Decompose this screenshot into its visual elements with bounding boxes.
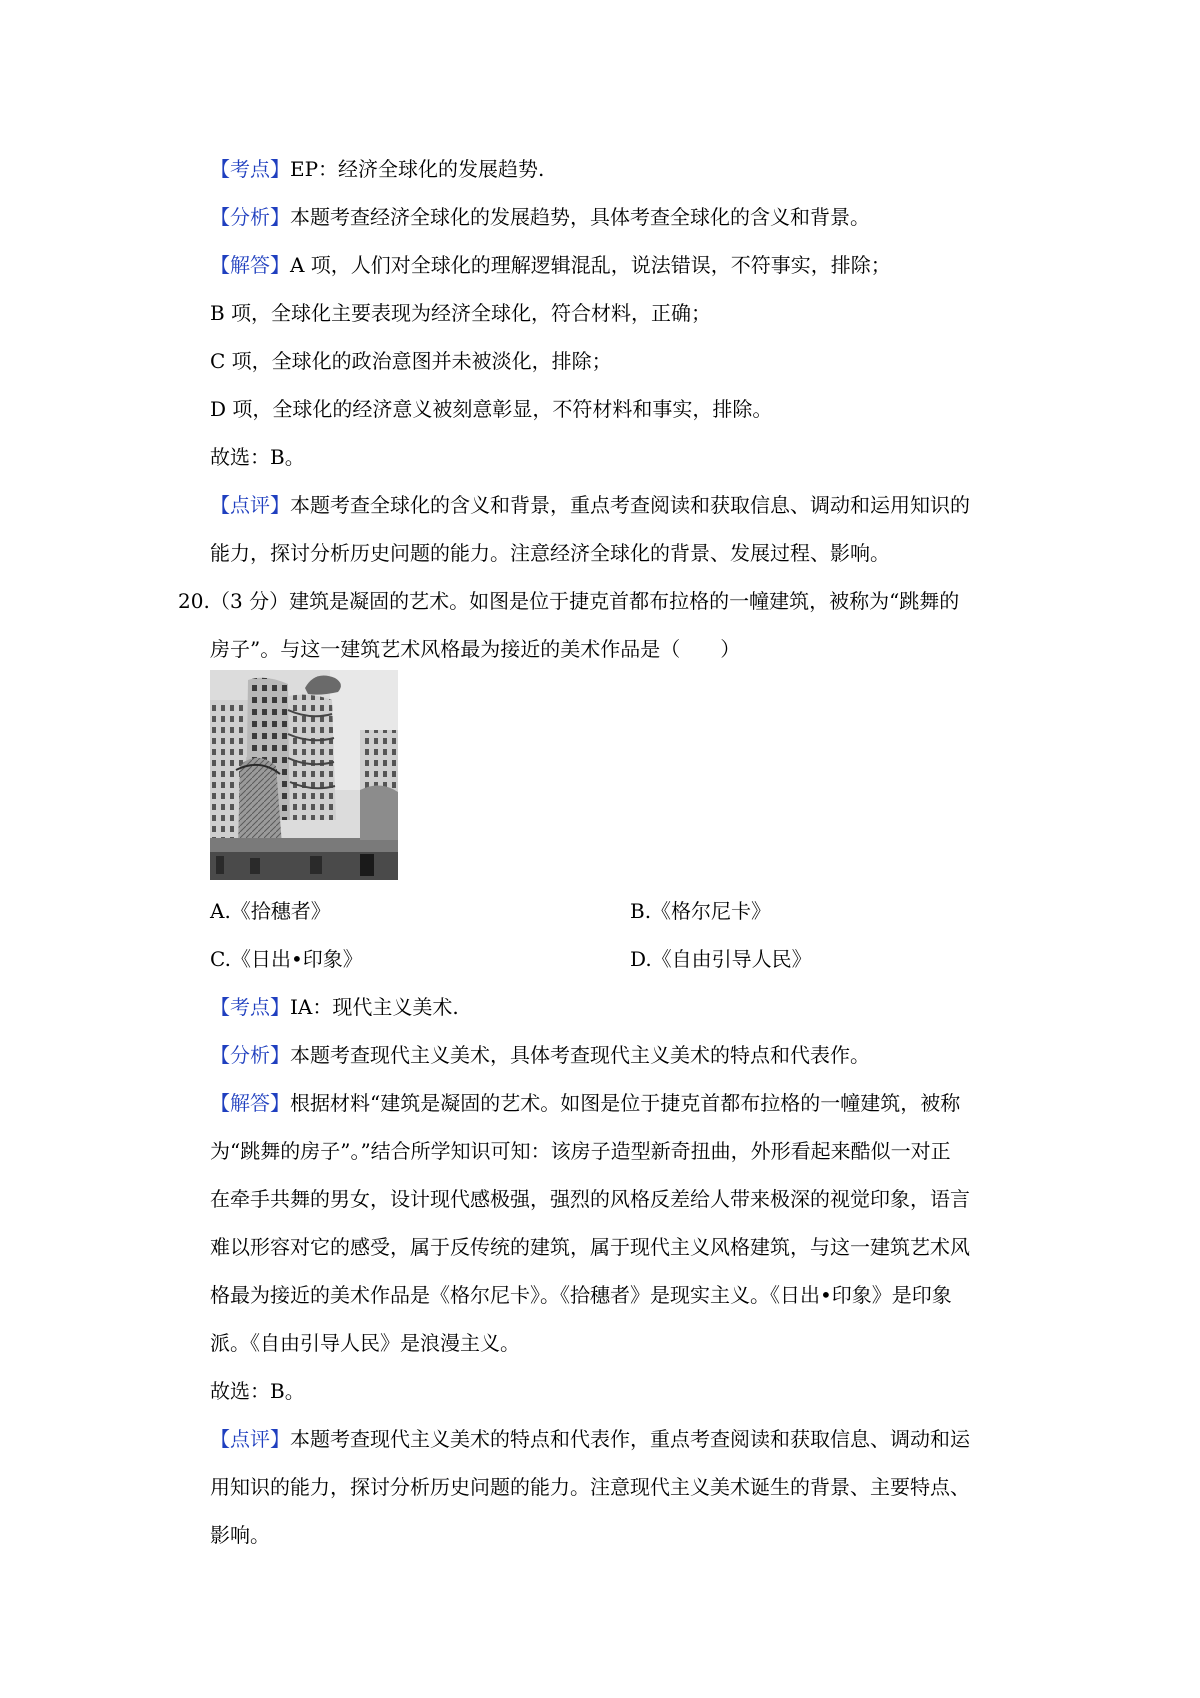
kaodian-text: IA：现代主义美术.	[290, 995, 459, 1019]
answer-line: 故选：B。	[210, 1379, 305, 1403]
q20-fenxi	[210, 1039, 870, 1071]
dancing-house-photo	[210, 670, 398, 880]
q19-dianping	[210, 489, 970, 521]
dianping-tag: 【点评】	[210, 493, 290, 517]
q19-jieda	[210, 249, 891, 281]
jieda-line: 根据材料“建筑是凝固的艺术。如图是位于捷克首都布拉格的一幢建筑，被称	[290, 1091, 961, 1115]
option-c: C.《日出•印象》	[210, 947, 363, 971]
fenxi-text: 本题考查经济全球化的发展趋势，具体考查全球化的含义和背景。	[290, 205, 870, 229]
jieda-tag: 【解答】	[210, 253, 290, 277]
dianping-line: 能力，探讨分析历史问题的能力。注意经济全球化的背景、发展过程、影响。	[210, 541, 890, 565]
kaodian-tag: 【考点】	[210, 995, 290, 1019]
jieda-line: B 项，全球化主要表现为经济全球化，符合材料，正确；	[210, 301, 712, 325]
fenxi-text: 本题考查现代主义美术，具体考查现代主义美术的特点和代表作。	[290, 1043, 870, 1067]
jieda-line: 派。《自由引导人民》是浪漫主义。	[210, 1331, 520, 1355]
option-d: D.《自由引导人民》	[630, 947, 812, 971]
jieda-line: D 项，全球化的经济意义被刻意彰显，不符材料和事实，排除。	[210, 397, 773, 421]
question-stem-line: 房子”。与这一建筑艺术风格最为接近的美术作品是（ ）	[210, 637, 741, 661]
fenxi-tag: 【分析】	[210, 205, 290, 229]
jieda-line: 难以形容对它的感受，属于反传统的建筑，属于现代主义风格建筑，与这一建筑艺术风	[210, 1235, 970, 1259]
jieda-line: 为“跳舞的房子”。”结合所学知识可知：该房子造型新奇扭曲，外形看起来酷似一对正	[210, 1139, 951, 1163]
jieda-line: A 项，人们对全球化的理解逻辑混乱，说法错误，不符事实，排除；	[290, 253, 891, 277]
option-a: A.《拾穗者》	[210, 899, 331, 923]
q19-kaodian	[210, 153, 544, 185]
jieda-line: 格最为接近的美术作品是《格尔尼卡》。《拾穗者》是现实主义。《日出•印象》是印象	[210, 1283, 952, 1307]
dianping-line: 用知识的能力，探讨分析历史问题的能力。注意现代主义美术诞生的背景、主要特点、	[210, 1475, 970, 1499]
fenxi-tag: 【分析】	[210, 1043, 290, 1067]
kaodian-text: EP：经济全球化的发展趋势.	[290, 157, 545, 181]
q20-dianping	[210, 1423, 970, 1455]
q20-kaodian	[210, 991, 459, 1023]
q20-jieda	[210, 1087, 960, 1119]
dianping-tag: 【点评】	[210, 1427, 290, 1451]
answer-line: 故选：B。	[210, 445, 305, 469]
dianping-line: 本题考查现代主义美术的特点和代表作，重点考查阅读和获取信息、调动和运	[290, 1427, 970, 1451]
q19-fenxi	[210, 201, 870, 233]
question-number: 20.	[178, 589, 210, 613]
option-b: B.《格尔尼卡》	[630, 899, 772, 923]
jieda-line: 在牵手共舞的男女，设计现代感极强，强烈的风格反差给人带来极深的视觉印象，语言	[210, 1187, 970, 1211]
question-stem-line: （3 分）建筑是凝固的艺术。如图是位于捷克首都布拉格的一幢建筑，被称为“跳舞的	[210, 589, 960, 613]
jieda-line: C 项，全球化的政治意图并未被淡化，排除；	[210, 349, 612, 373]
dianping-line: 本题考查全球化的含义和背景，重点考查阅读和获取信息、调动和运用知识的	[290, 493, 970, 517]
dianping-line: 影响。	[210, 1523, 270, 1547]
kaodian-tag: 【考点】	[210, 157, 290, 181]
jieda-tag: 【解答】	[210, 1091, 290, 1115]
